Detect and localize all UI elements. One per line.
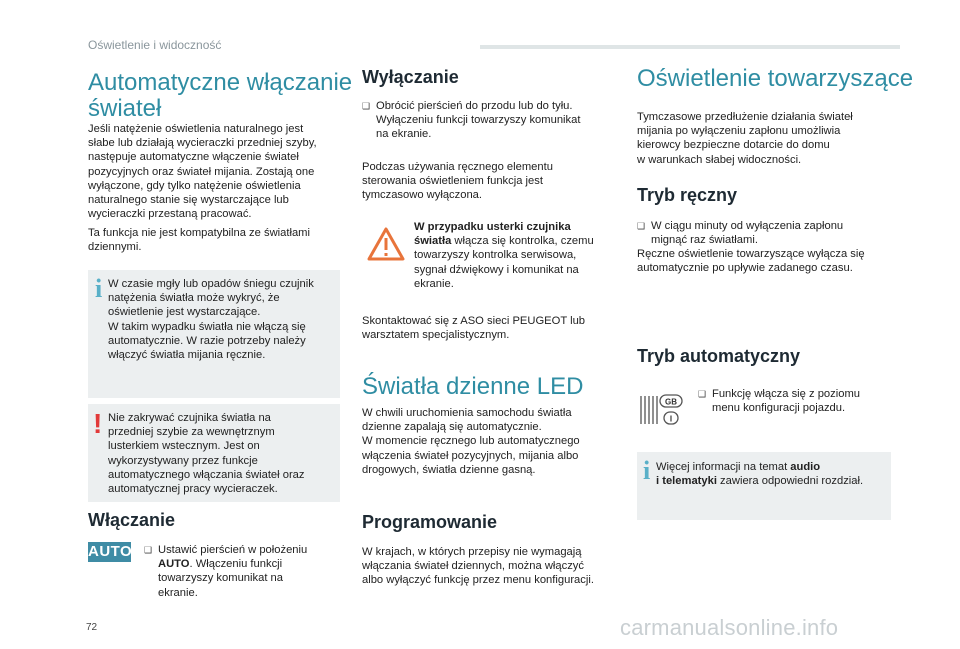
heading-switch-off: Wyłączanie	[362, 67, 459, 87]
warning-box-text	[108, 411, 305, 496]
text-line: ekranie.	[414, 277, 454, 290]
heading-follow-me-home: Oświetlenie towarzyszące	[637, 65, 914, 92]
text-line	[656, 474, 863, 488]
text-line: Ustawić pierścień w położeniu	[158, 544, 308, 556]
warning-icon: !	[93, 408, 103, 439]
text-line: natężenia światła może wykryć, że	[108, 292, 280, 305]
text-fragment: włącza się kontrolka, czemu	[451, 235, 594, 248]
daytime-led-paragraph	[362, 406, 580, 477]
text-line: towarzyszy komunikat na	[158, 572, 283, 585]
text-line: W przypadku usterki czujnika	[414, 221, 571, 233]
text-line: Ręczne oświetlenie towarzyszące wyłącza się	[637, 248, 865, 260]
text-line: warsztatem specjalistycznym.	[362, 329, 510, 342]
text-line	[158, 557, 307, 571]
section-title: Oświetlenie i widoczność	[88, 38, 222, 52]
text-line: W czasie mgły lub opadów śniegu czujnik	[108, 278, 314, 290]
text-line: Ta funkcja nie jest kompatybilna ze światłami	[88, 227, 310, 239]
text-fragment: . Włączeniu funkcji	[189, 558, 283, 571]
gb-label: GB	[665, 397, 677, 407]
text-line: dziennymi.	[88, 241, 142, 254]
text-line: lusterkiem wstecznym. Jest on	[108, 440, 260, 453]
text-line: towarzyszy kontrolka serwisowa,	[414, 249, 577, 262]
heading-line: Automatyczne włączanie	[88, 69, 353, 96]
text-line: dzienne zapalają się automatycznie.	[362, 421, 542, 434]
text-line: W momencie ręcznego lub automatycznego	[362, 435, 580, 448]
automatic-mode-step	[698, 387, 898, 417]
text-fragment: światła	[414, 235, 452, 248]
switch-on-step	[144, 543, 344, 603]
text-line: przedniej szybie za wewnętrznym	[108, 426, 275, 439]
text-line: drogowych, światła dzienne gasną.	[362, 463, 536, 476]
switch-off-step-text	[376, 99, 580, 142]
text-line: pozycyjnych oraz świateł mijania. Zostają one	[88, 165, 315, 178]
header-rule	[480, 45, 900, 49]
text-line: menu konfiguracji pojazdu.	[712, 402, 846, 415]
info-box-audio-text	[656, 460, 863, 488]
automatic-mode-step-text	[712, 387, 860, 415]
programming-paragraph	[362, 545, 594, 588]
text-line: automatycznej pracy wycieraczek.	[108, 483, 278, 496]
text-line: włączyć światła mijania ręcznie.	[108, 349, 266, 362]
info-box-text	[108, 277, 314, 362]
switch-off-step	[362, 99, 622, 144]
heading-automatic-mode: Tryb automatyczny	[637, 346, 801, 366]
text-line: w warunkach słabej widoczności.	[637, 153, 802, 166]
text-line: Nie zakrywać czujnika światła na	[108, 412, 271, 424]
text-line: Jeśli natężenie oświetlenia naturalnego jest	[88, 123, 304, 135]
heading-line: świateł	[88, 95, 162, 122]
text-line: automatycznie. W razie potrzeby należy	[108, 334, 306, 347]
heading-programming: Programowanie	[362, 512, 498, 532]
text-line: mijania po wyłączeniu zapłonu umożliwia	[637, 125, 841, 138]
intro-paragraph	[88, 122, 317, 221]
bullet-icon: ❑	[698, 389, 707, 399]
text-line: automatycznego włączania świateł oraz	[108, 468, 305, 481]
follow-me-home-paragraph	[637, 110, 853, 167]
text-line: W takim wypadku światła nie włączą się	[108, 320, 306, 333]
text-line: Funkcję włącza się z poziomu	[712, 388, 860, 400]
text-line: Skontaktować się z ASO sieci PEUGEOT lub	[362, 315, 586, 327]
text-line: włączenia świateł pozycyjnych, mijania albo	[362, 449, 579, 462]
auto-keyword: AUTO	[158, 558, 190, 571]
auto-switch-icon: AUTO	[88, 543, 133, 560]
manual-control-paragraph	[362, 160, 553, 203]
text-line	[414, 234, 594, 248]
watermark: carmanualsonline.info	[620, 615, 839, 640]
heading-daytime-led: Światła dzienne LED	[362, 373, 584, 400]
bullet-icon: ❑	[144, 545, 153, 555]
warning-triangle-icon	[366, 226, 406, 262]
page-number: 72	[86, 622, 98, 633]
text-fragment: Więcej informacji na temat	[656, 461, 791, 473]
text-line: Tymczasowe przedłużenie działania świateł	[637, 111, 853, 123]
heading-switch-on: Włączanie	[88, 510, 176, 530]
text-fragment: i telematyki	[656, 475, 717, 488]
text-line: oświetlenie jest wystarczające.	[108, 306, 261, 319]
text-line: W krajach, w których przepisy nie wymagają	[362, 546, 582, 558]
text-fragment: zawiera odpowiedni rozdział.	[716, 475, 864, 488]
text-line: włączania świateł dziennych, można włączyć	[362, 560, 584, 573]
switch-on-step-text	[158, 543, 307, 600]
info-icon: i	[95, 274, 103, 303]
text-line: następuje automatyczne włączenie świateł	[88, 151, 299, 164]
text-line: kierowcy bezpieczne dotarcie do domu	[637, 139, 830, 152]
bullet-icon: ❑	[637, 221, 646, 231]
text-line: wyłączone, gdy tylko natężenie oświetlenia	[88, 179, 301, 192]
text-line: W ciągu minuty od wyłączenia zapłonu	[651, 220, 844, 232]
manual-mode-step-text	[651, 219, 843, 247]
text-line	[656, 460, 863, 474]
text-line: tymczasowo wyłączona.	[362, 189, 482, 202]
text-line: Obrócić pierścień do przodu lub do tyłu.	[376, 100, 573, 112]
heading-manual-mode: Tryb ręczny	[637, 185, 738, 205]
text-line: sterowania oświetleniem funkcja jest	[362, 175, 543, 188]
bullet-icon: ❑	[362, 101, 371, 111]
text-line: Wyłączeniu funkcji towarzyszy komunikat	[376, 114, 581, 127]
text-line: albo wyłączyć funkcję przez menu konfiguracji.	[362, 574, 594, 587]
text-line: automatycznie po upływie zadanego czasu.	[637, 262, 853, 275]
sensor-fault-paragraph	[414, 220, 594, 291]
text-line: na ekranie.	[376, 128, 432, 141]
text-line: słabe lub działają wycieraczki przedniej szyby,	[88, 137, 317, 150]
text-line: ekranie.	[158, 586, 198, 599]
configuration-menu-icon	[639, 392, 685, 428]
text-line: Podczas używania ręcznego elementu	[362, 161, 553, 173]
text-line: naturalnego stanie się wystarczające lub	[88, 194, 289, 207]
text-line: mignąć raz światłami.	[651, 234, 758, 247]
heading-auto-lights	[88, 70, 352, 122]
manual-mode-paragraph	[637, 247, 865, 275]
text-line: W chwili uruchomienia samochodu światła	[362, 407, 572, 419]
info-icon: i	[643, 456, 651, 485]
compat-paragraph	[88, 226, 310, 254]
text-line: sygnał dźwiękowy i komunikat na	[414, 263, 579, 276]
text-line: wykorzystywany przez funkcje	[108, 454, 258, 467]
text-fragment: audio	[790, 461, 821, 473]
i-label: I	[669, 414, 673, 424]
manual-mode-step	[637, 219, 897, 249]
contact-dealer-paragraph	[362, 314, 585, 342]
text-line: wycieraczki przestaną pracować.	[88, 208, 252, 221]
